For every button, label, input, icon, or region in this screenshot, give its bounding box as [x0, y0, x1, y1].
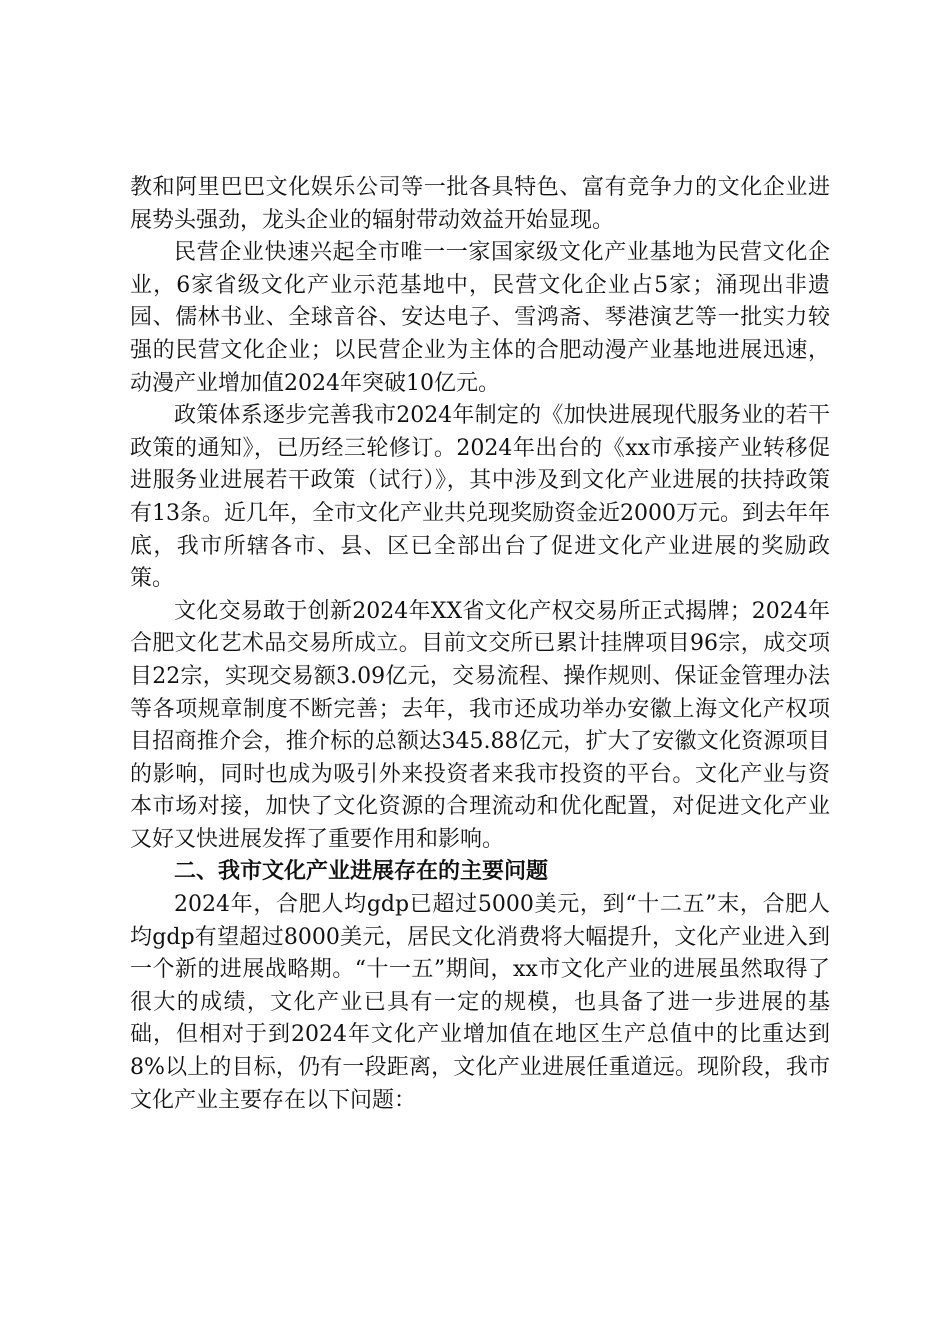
paragraph-continuation: 教和阿里巴巴文化娱乐公司等一批各具特色、富有竞争力的文化企业进展势头强劲，龙头企业的辐射带动效益开始显现。	[130, 175, 830, 233]
paragraph-cultural-trading: 文化交易敢于创新2024年XX省文化产权交易所正式揭牌；2024年合肥文化艺术品交易所成立。目前文交所已累计挂牌项目96宗，成交项目22宗，实现交易额3.09亿元，交易流程、操作规则、保证金管理办法等各项规章制度不断完善；去年，我市还成功举办安徽上海文化产权项目招商推介会，推介标的总额达345.88亿元，扩大了安徽文化资源项目的影响，同时也成为吸引外来投资者来我市投资的平台。文化产业与资本市场对接，加快了文化资源的合理流动和优化配置，对促进文化产业又好又快进展发挥了重要作用和影响。	[130, 598, 830, 852]
paragraph-main-problems: 2024年，合肥人均gdp已超过5000美元，到“十二五”末，合肥人均gdp有望超过8000美元，居民文化消费将大幅提升，文化产业进入到一个新的进展战略期。“十一五”期间，xx市文化产业的进展虽然取得了很大的成绩，文化产业已具有一定的规模，也具备了进一步进展的基础，但相对于到2024年文化产业增加值在地区生产总值中的比重达到8%以上的目标，仍有一段距离，文化产业进展任重道远。现阶段，我市文化产业主要存在以下问题：	[130, 892, 830, 1113]
section-heading: 二、我市文化产业进展存在的主要问题	[174, 859, 549, 885]
paragraph-policy-system: 政策体系逐步完善我市2024年制定的《加快进展现代服务业的若干政策的通知》，已历经三轮修订。2024年出台的《xx市承接产业转移促进服务业进展若干政策（试行）》，其中涉及到文化产业进展的扶持政策有13条。近几年，全市文化产业共兑现奖励资金近2000万元。到去年年底，我市所辖各市、县、区已全部出台了促进文化产业进展的奖励政策。	[130, 403, 830, 592]
paragraph-private-enterprises: 民营企业快速兴起全市唯一一家国家级文化产业基地为民营文化企业，6家省级文化产业示范基地中，民营文化企业占5家；涌现出非遗园、儒林书业、全球音谷、安达电子、雪鸿斋、琴港演艺等一批实力较强的民营文化企业；以民营企业为主体的合肥动漫产业基地进展迅速，动漫产业增加值2024年突破10亿元。	[130, 240, 830, 396]
document-page	[130, 172, 830, 1117]
